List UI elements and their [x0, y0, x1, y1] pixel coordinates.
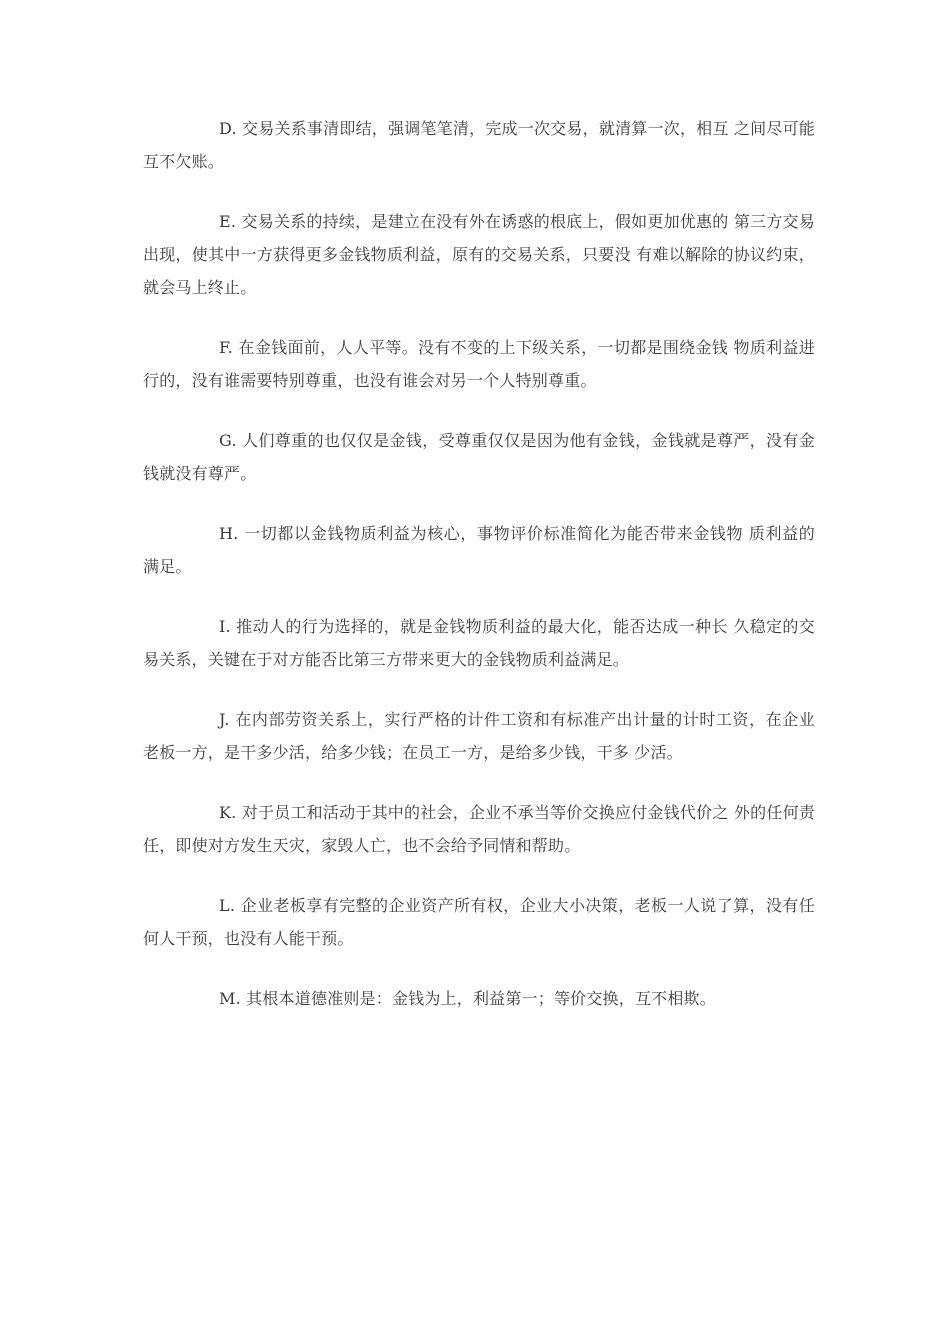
paragraph-m: M. 其根本道德准则是：金钱为上，利益第一；等价交换，互不相欺。	[219, 989, 716, 1008]
paragraph-e: E. 交易关系的持续，是建立在没有外在诱惑的根底上，假如更加优惠的 第三方交易出现，使其中一方获得更多金钱物质利益，原有的交易关系，只要没 有难以解除的协议约束，就会马上终止。	[143, 212, 815, 297]
paragraph-i: I. 推动人的行为选择的，就是金钱物质利益的最大化，能否达成一种长 久稳定的交易关系，关键在于对方能否比第三方带来更大的金钱物质利益满足。	[143, 617, 815, 669]
paragraph-k: K. 对于员工和活动于其中的社会，企业不承当等价交换应付金钱代价之 外的任何责任，即使对方发生天灾，家毁人亡，也不会给予同情和帮助。	[143, 803, 815, 855]
paragraph-l: L. 企业老板享有完整的企业资产所有权，企业大小决策，老板一人说了算，没有任何人干预，也没有人能干预。	[143, 896, 815, 948]
paragraph-f: F. 在金钱面前，人人平等。没有不变的上下级关系，一切都是围绕金钱 物质利益进行的，没有谁需要特别尊重，也没有谁会对另一个人特别尊重。	[143, 338, 815, 390]
paragraph-j: J. 在内部劳资关系上，实行严格的计件工资和有标准产出计量的计时工资，在企业老板一方，是干多少活，给多少钱；在员工一方，是给多少钱，干多 少活。	[143, 710, 815, 762]
paragraph-h: H. 一切都以金钱物质利益为核心，事物评价标准简化为能否带来金钱物 质利益的满足。	[143, 524, 815, 576]
paragraph-g: G. 人们尊重的也仅仅是金钱，受尊重仅仅是因为他有金钱，金钱就是尊严，没有金钱就没有尊严。	[143, 431, 815, 483]
paragraph-d: D. 交易关系事清即结，强调笔笔清，完成一次交易，就清算一次，相互 之间尽可能互不欠账。	[143, 119, 815, 171]
document-page	[143, 112, 815, 1042]
